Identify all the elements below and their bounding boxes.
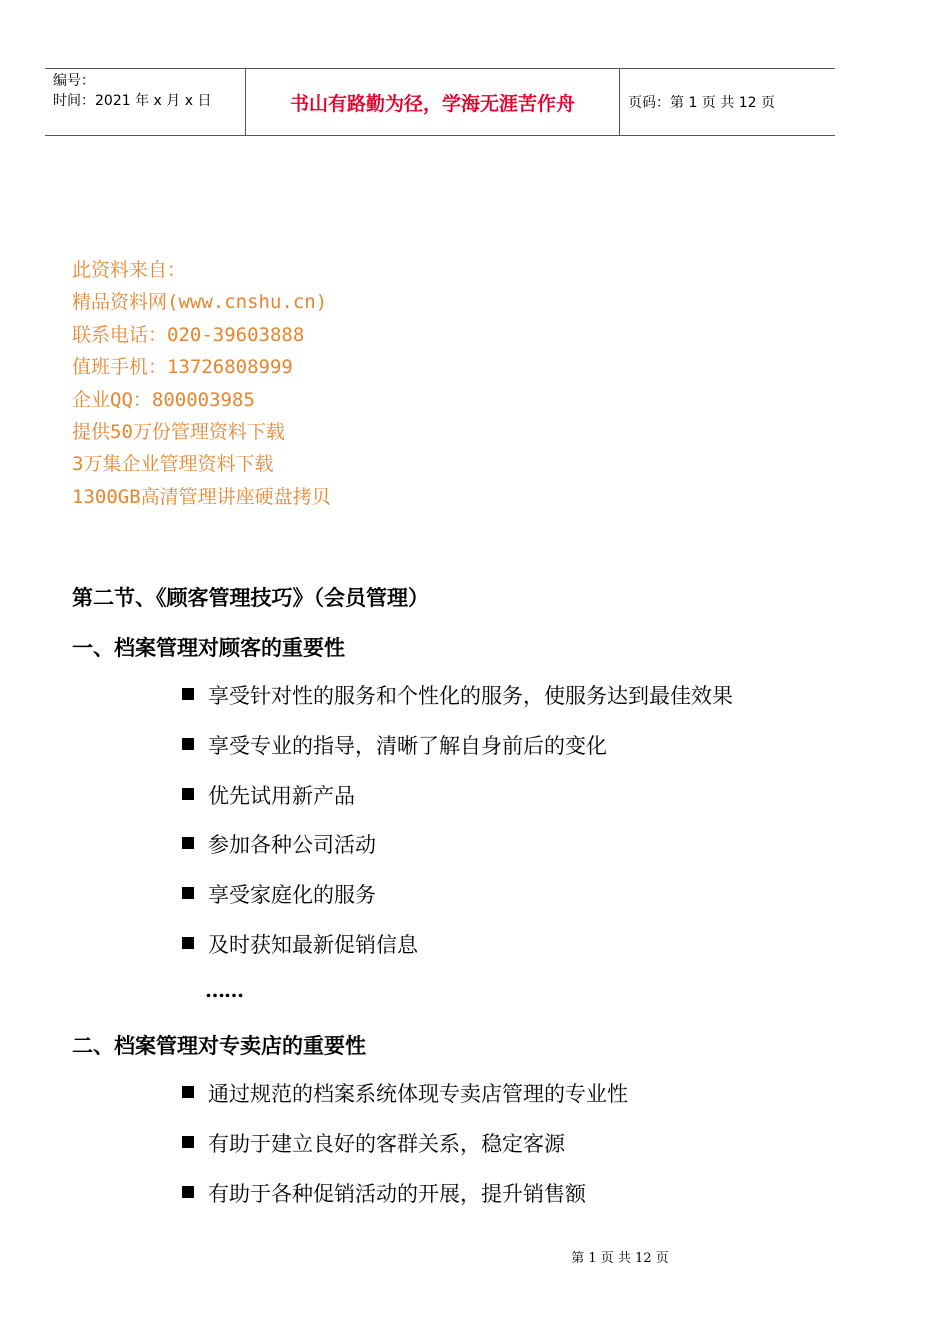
promo-line: 联系电话：020-39603888 (72, 323, 305, 346)
square-bullet-icon (182, 1136, 194, 1148)
header-page-info-cell (620, 69, 835, 135)
page-header (45, 68, 835, 136)
page-footer (0, 1247, 950, 1266)
square-bullet-icon (182, 688, 194, 700)
ellipsis: …… (205, 978, 243, 1002)
promo-line: 值班手机：13726808999 (72, 356, 293, 379)
list-item: 优先试用新产品 (180, 780, 733, 830)
list-item: 通过规范的档案系统体现专卖店管理的专业性 (180, 1078, 628, 1128)
square-bullet-icon (182, 887, 194, 899)
promo-line: 3万集企业管理资料下载 (72, 453, 274, 476)
list-item: 享受家庭化的服务 (180, 879, 733, 929)
list-item: 享受针对性的服务和个性化的服务，使服务达到最佳效果 (180, 680, 733, 730)
customer-benefits-list (180, 680, 733, 979)
square-bullet-icon (182, 1086, 194, 1098)
section-title: 第二节、《顾客管理技巧》（会员管理） (72, 585, 429, 610)
list-item: 享受专业的指导，清晰了解自身前后的变化 (180, 730, 733, 780)
promo-line: 此资料来自： (72, 259, 187, 281)
list-item: 有助于建立良好的客群关系，稳定客源 (180, 1128, 628, 1178)
list-item: 有助于各种促销活动的开展，提升销售额 (180, 1178, 628, 1228)
promo-line: 1300GB高清管理讲座硬盘拷贝 (72, 485, 331, 508)
subsection-title-customer: 一、档案管理对顾客的重要性 (72, 635, 345, 660)
footer-page-number: 第 1 页 共 12 页 (571, 1251, 669, 1266)
promo-block (72, 254, 331, 513)
store-benefits-list (180, 1078, 628, 1227)
promo-line: 提供50万份管理资料下载 (72, 421, 285, 444)
promo-line: 精品资料网(www.cnshu.cn) (72, 291, 328, 314)
number-label: 编号： (53, 73, 95, 89)
time-label: 时间：2021 年 x 月 x 日 (53, 93, 212, 109)
square-bullet-icon (182, 937, 194, 949)
square-bullet-icon (182, 738, 194, 750)
square-bullet-icon (182, 788, 194, 800)
list-item: 及时获知最新促销信息 (180, 929, 733, 979)
header-motto-cell (246, 69, 620, 135)
header-meta (45, 69, 246, 135)
square-bullet-icon (182, 837, 194, 849)
promo-line: 企业QQ：800003985 (72, 388, 255, 411)
header-page-info: 页码：第 1 页 共 12 页 (628, 95, 775, 111)
header-motto: 书山有路勤为径，学海无涯苦作舟 (289, 92, 575, 115)
subsection-title-store: 二、档案管理对专卖店的重要性 (72, 1033, 366, 1058)
list-item: 参加各种公司活动 (180, 829, 733, 879)
square-bullet-icon (182, 1186, 194, 1198)
